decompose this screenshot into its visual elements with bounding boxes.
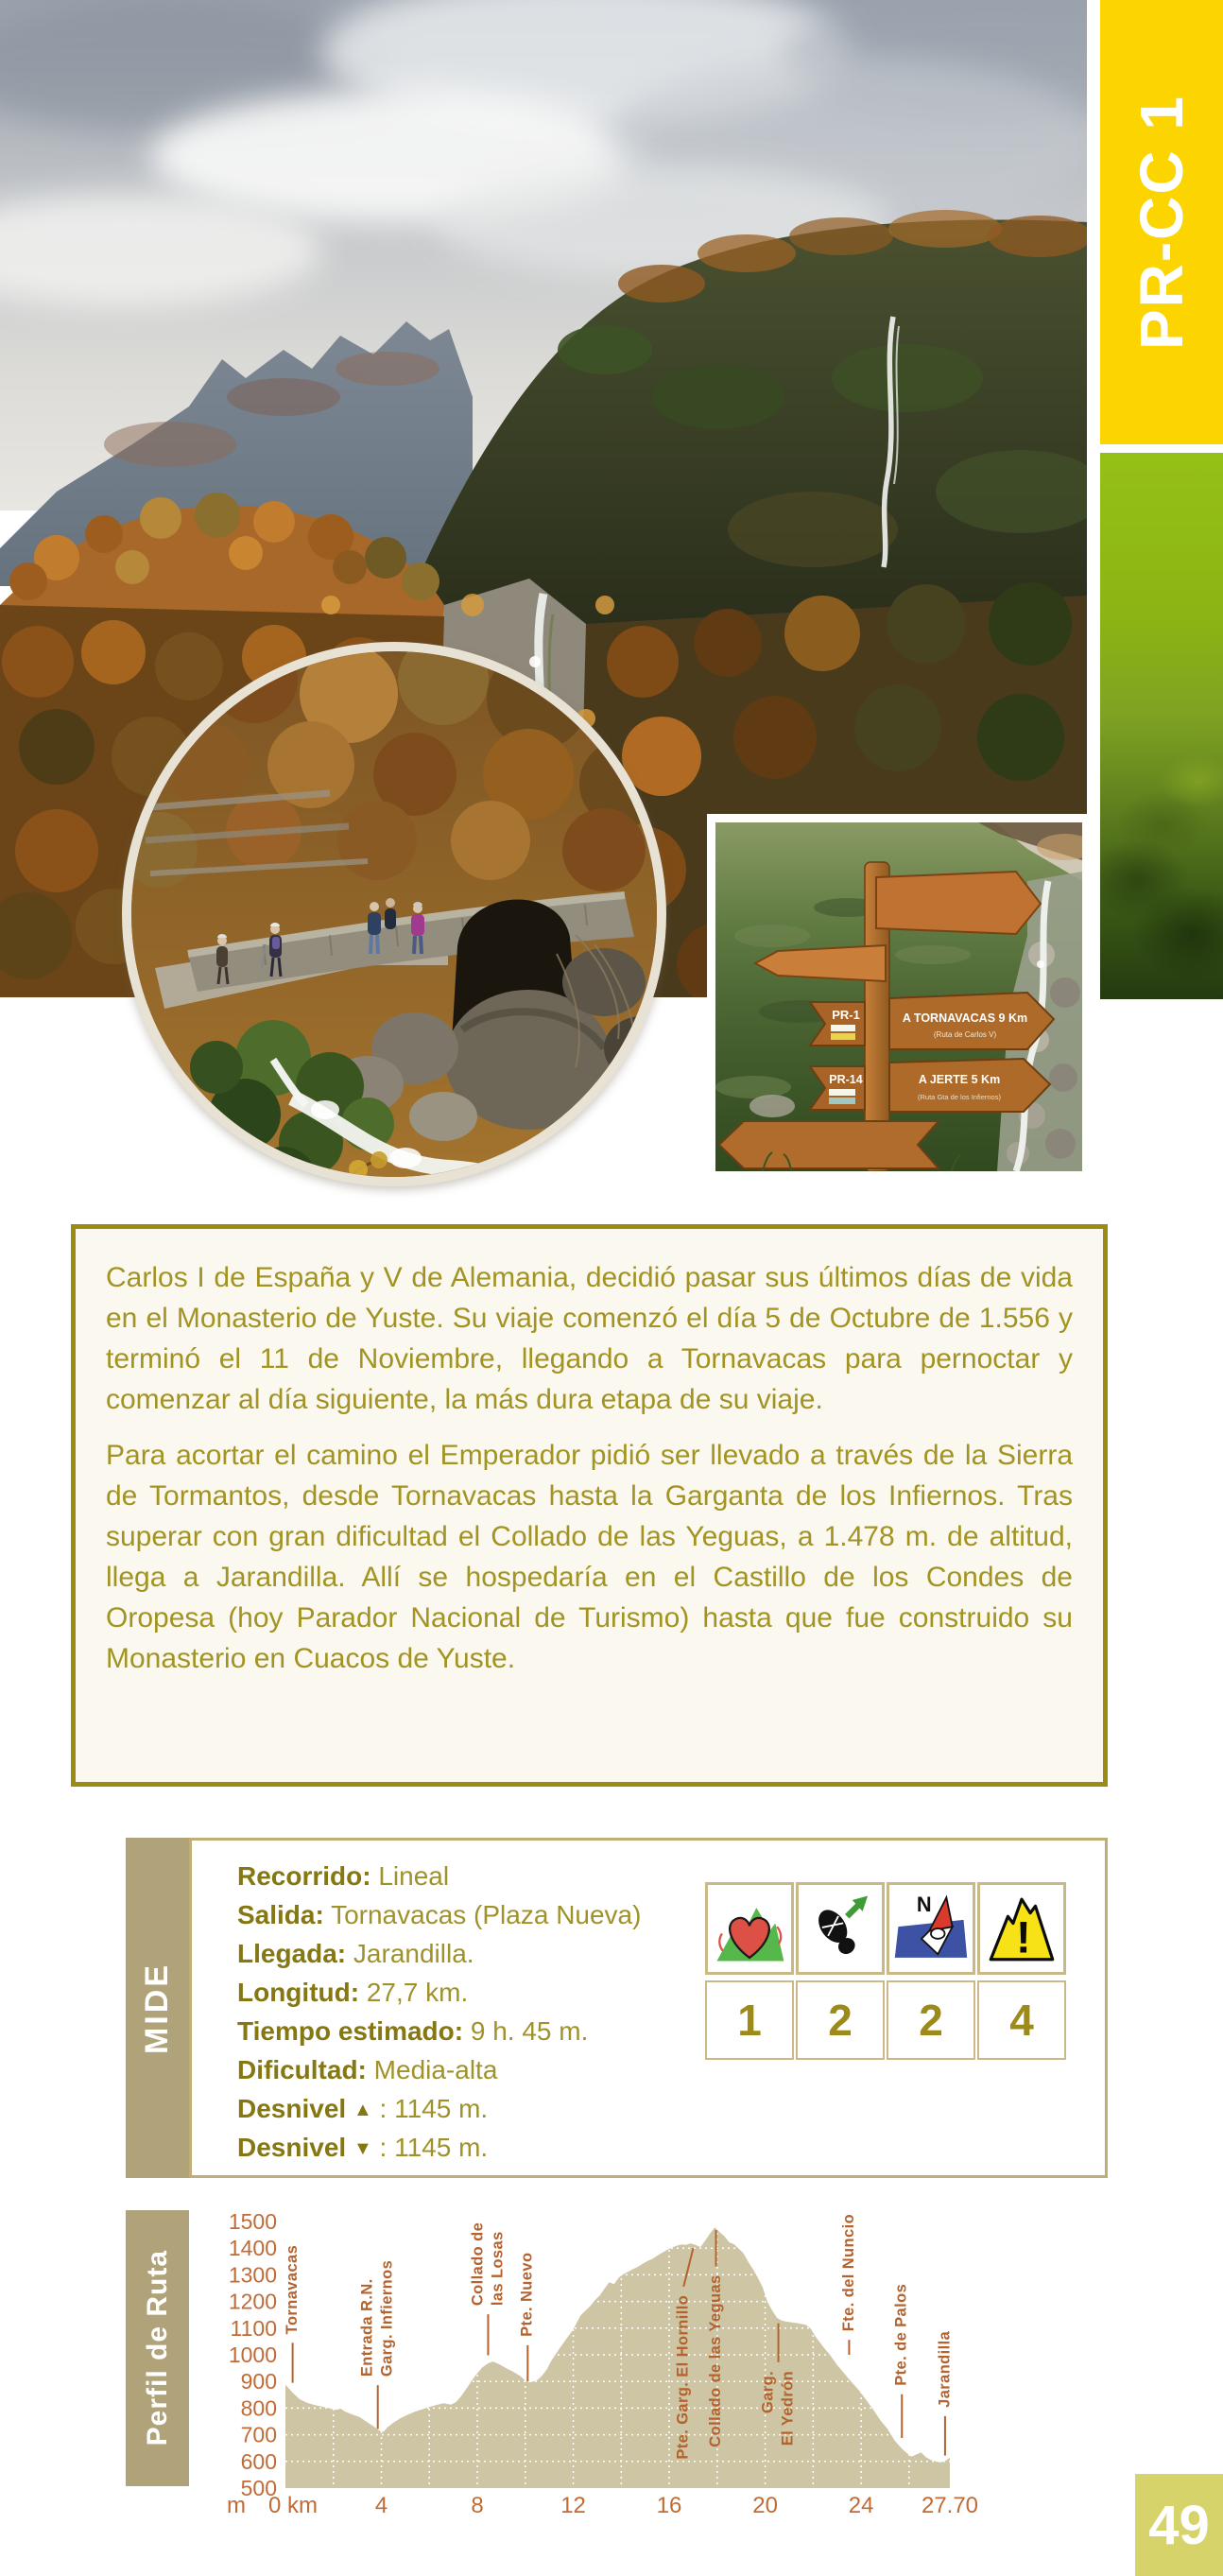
pr1-direction-arrow [889, 993, 1054, 1049]
mide-effort-icon [977, 1882, 1066, 1975]
mide-sidebar [126, 1838, 189, 2178]
route-code-label: PR-CC 1 [1128, 94, 1196, 351]
waypoint-label: Jarandilla [936, 2330, 954, 2408]
mide-row-salida: Salida: Tornavacas (Plaza Nueva) [237, 1900, 642, 1929]
waypoint-label: El Yedrón [779, 2370, 797, 2446]
profile-sidebar-title: Perfil de Ruta [141, 2250, 173, 2446]
y-tick-label: 900 [240, 2369, 277, 2394]
rating-effort [977, 1882, 1066, 2060]
mide-info-box [189, 1838, 1108, 2178]
rating-effort-value: 4 [977, 1980, 1066, 2060]
y-tick-label: 500 [240, 2476, 277, 2500]
waypoint-label: Pte. Nuevo [518, 2252, 536, 2337]
rating-orientation-value: 2 [887, 1980, 975, 2060]
mide-row-llegada: Llegada: Jarandilla. [237, 1939, 474, 1968]
rating-movement [796, 1882, 885, 2060]
effort-exclamation-mark: ! [1015, 1912, 1031, 1963]
x-tick-label: 27.70 [921, 2493, 979, 2518]
mide-sidebar-title: MIDE [139, 1962, 175, 2054]
down-triangle-icon: ▼ [353, 2138, 372, 2159]
mide-row-desnivel-bajada: Desnivel ▼ : 1145 m. [237, 2133, 489, 2162]
compass-n-letter: N [916, 1892, 932, 1916]
elevation-profile-chart [227, 2204, 983, 2526]
mide-info-list [237, 1858, 710, 2168]
description-paragraph-1: Carlos I de España y V de Alemania, decidió pasar sus últimos días de vida en el Monasterio de Yuste. Su viaje comenzó el día 5 de Octubre de 1.556 y terminó el 11 de Noviembre, llegando a Tornavacas para pernoctar y comenzar al día siguiente, la más dura etapa de su viaje. [106, 1262, 1073, 1415]
waypoint-label: Collado de las Yeguas [706, 2274, 724, 2447]
waypoint-label: Entrada R.N. [358, 2278, 376, 2377]
x-tick-label: 0 km [267, 2493, 319, 2518]
y-tick-label: 1400 [228, 2236, 277, 2261]
x-tick-label: 24 [848, 2493, 874, 2518]
pr14-destination-label: A JERTE 5 Km [918, 1073, 1001, 1086]
green-pool [472, 1163, 657, 1177]
y-tick-label: 1100 [230, 2315, 277, 2341]
waypoint-label: las Losas [489, 2231, 507, 2307]
page-number-badge [1135, 2474, 1223, 2576]
bridge-circle-photo [122, 642, 666, 1186]
waypoint-label: Garg. [759, 2370, 777, 2414]
pr1-destination-label: A TORNAVACAS 9 Km [902, 1011, 1028, 1025]
y-tick-label: 1000 [228, 2343, 277, 2367]
top-blank-arrow-right [876, 872, 1041, 934]
bridge-illustration [131, 651, 657, 1177]
mide-walk-icon [796, 1882, 885, 1975]
green-foliage-strip-photo [1100, 453, 1223, 999]
pr1-code-label: PR-1 [832, 1008, 860, 1022]
waypoint-label: Garg. Infiernos [378, 2259, 396, 2377]
y-tick-label: 1500 [228, 2209, 277, 2234]
pr14-direction-arrow [889, 1059, 1050, 1112]
history-description-box [71, 1224, 1108, 1787]
mide-compass-icon [887, 1882, 975, 1975]
mide-row-desnivel-subida: Desnivel ▲ : 1145 m. [237, 2094, 489, 2123]
pr14-code-label: PR-14 [829, 1073, 863, 1086]
waypoint-label: Pte. Garg. El Hornillo [674, 2294, 692, 2460]
x-tick-label: 12 [560, 2493, 586, 2518]
pr1-sub-label: (Ruta de Carlos V) [933, 1030, 997, 1039]
rating-orientation [887, 1882, 975, 2060]
x-tick-label: 4 [374, 2493, 388, 2518]
y-tick-label: 600 [240, 2448, 277, 2474]
mide-row-longitud: Longitud: 27,7 km. [237, 1978, 469, 2007]
waypoint-label: Collado de [469, 2222, 487, 2307]
y-tick-label: 1200 [228, 2289, 277, 2314]
waypoint-label: Tornavacas [283, 2244, 301, 2335]
x-tick-label: 16 [656, 2493, 682, 2518]
bottom-blank-arrow-left [719, 1121, 939, 1168]
page-number: 49 [1148, 2494, 1210, 2556]
y-tick-label: 700 [240, 2422, 277, 2447]
signpost-photo [707, 814, 1091, 1180]
y-axis-unit: m [227, 2493, 246, 2518]
mide-row-recorrido: Recorrido: Lineal [237, 1861, 450, 1891]
waypoint-label: Fte. del Nuncio [839, 2213, 857, 2332]
rating-environment-value: 1 [705, 1980, 794, 2060]
up-triangle-icon: ▲ [353, 2100, 372, 2120]
waypoint-label: Pte. de Palos [892, 2283, 910, 2386]
mide-row-tiempo: Tiempo estimado: 9 h. 45 m. [237, 2016, 589, 2046]
rating-movement-value: 2 [796, 1980, 885, 2060]
y-tick-label: 1300 [228, 2262, 277, 2288]
route-code-banner [1100, 0, 1223, 444]
description-paragraph-2: Para acortar el camino el Emperador pidió ser llevado a través de la Sierra de Tormantos, desde Tornavacas hasta la Garganta de los Infiernos. Tras superar con gran dificultad el Collado de las Yeguas, a 1.478 m. de altitud, llega a Jarandilla. Allí se hospedaría en el Castillo de los Condes de Oropesa (hoy Parador Nacional de Turismo) hasta que fue construido su Monasterio en Cuacos de Yuste. [106, 1440, 1073, 1674]
mide-row-dificultad: Dificultad: Media-alta [237, 2055, 498, 2084]
profile-sidebar [126, 2210, 189, 2486]
mide-environment-icon [705, 1882, 794, 1975]
x-tick-label: 20 [752, 2493, 778, 2518]
signpost-illustration [715, 822, 1082, 1171]
x-tick-label: 8 [471, 2493, 484, 2518]
y-tick-label: 800 [240, 2395, 277, 2421]
pr14-sub-label: (Ruta Gta de los Infiernos) [918, 1093, 1001, 1101]
hiker-dark [385, 898, 396, 929]
rating-environment [705, 1882, 794, 2060]
